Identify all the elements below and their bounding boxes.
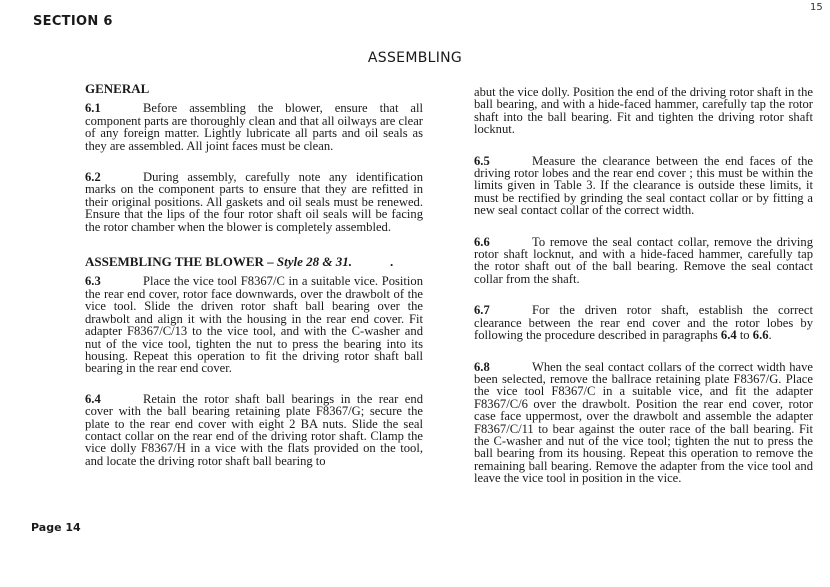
blower-heading-style: Style 28 & 31. bbox=[276, 254, 353, 270]
paragraph-number: 6.6 bbox=[474, 234, 490, 249]
sentence-end: . bbox=[768, 328, 772, 343]
paragraph-text: To remove the seal contact collar, remove the driving rotor shaft locknut, and with a hide-faced hammer, carefully tap the rotor shaft out of the ball bearing. Remove the seal contact collar from the shaft. bbox=[474, 234, 813, 286]
paragraph-6-4 bbox=[85, 393, 423, 467]
handwritten-mark: 15 bbox=[810, 2, 823, 13]
paragraph-number: 6.1 bbox=[85, 101, 101, 116]
paragraph-text: During assembly, carefully note any identification marks on the component parts to ensure that they are refitted in their original positions. All gaskets and oil seals must be renewed. Ensure that the lips of the four rotor shaft oil seals will be facing the rotor chamber when the blower is completely assembled. bbox=[85, 170, 423, 234]
paragraph-6-3 bbox=[85, 275, 423, 374]
page-number: Page 14 bbox=[31, 521, 81, 534]
paragraph-number: 6.5 bbox=[474, 153, 490, 168]
paragraph-6-7 bbox=[474, 304, 813, 341]
general-heading: GENERAL bbox=[85, 81, 150, 96]
blower-heading bbox=[85, 256, 423, 268]
paragraph-text: Before assembling the blower, ensure that all component parts are thoroughly clean and that all oilways are clear of any foreign matter. Lightly lubricate all parts and oil seals as they are assembled. All joint faces must be clean. bbox=[85, 101, 423, 153]
paragraph-reference-to: 6.6 bbox=[752, 328, 769, 343]
paragraph-number: 6.7 bbox=[474, 303, 490, 318]
paragraph-number: 6.4 bbox=[85, 391, 101, 406]
paragraph-text: Retain the rotor shaft ball bearings in the rear end cover with the ball bearing retaining plate F8367/G; secure the plate to the rear end cover with eight 2 BA nuts. Slide the seal contact collar on the rear end of the driving rotor shaft. Clamp the vice dolly F8367/H in a vice with the flats provided on the tool, and locate the driving rotor shaft ball bearing to bbox=[85, 391, 423, 468]
right-column bbox=[474, 86, 813, 485]
reference-to-word: to bbox=[739, 328, 750, 343]
paragraph-text: When the seal contact collars of the correct width have been selected, remove the ballrace retaining plate F8367/G. Place the vice tool F8367/C in a suitable vice, and fit the adapter F8367/C/6 over the drawbolt. Position the rear end cover, rotor case face uppermost, over the drawbolt and assemble the adapter F8367/C/11 to bear against the outer race of the ball bearing. Fit the C-washer and nut of the vice tool; tighten the nut to press the ball bearing from its housing. Repeat this operation to remove the remaining ball bearing. Remove the adapter from the vice tool and leave the vice tool in position in the vice. bbox=[474, 359, 813, 486]
paragraph-6-1 bbox=[85, 102, 423, 152]
paragraph-6-2 bbox=[85, 171, 423, 233]
paragraph-number: 6.8 bbox=[474, 359, 490, 374]
paragraph-6-5 bbox=[474, 155, 813, 217]
paragraph-text: For the driven rotor shaft, establish the correct clearance between the rear end cover and the rotor lobes by following the procedure described in paragraphs bbox=[474, 303, 813, 343]
paragraph-number: 6.3 bbox=[85, 274, 101, 289]
paragraph-text: Place the vice tool F8367/C in a suitable vice. Position the rear end cover, rotor face downwards, over the drawbolt of the vice tool. Slide the driven rotor shaft ball bearing over the drawbolt and align it with the housing in the rear end cover. Fit adapter F8367/C/13 to the vice tool, and with the C-washer and nut of the vice tool, tighten the nut to press the bearing into its housing. Repeat this operation to fit the driving rotor shaft ball bearing in the rear end cover. bbox=[85, 274, 423, 376]
paragraph-number: 6.2 bbox=[85, 170, 101, 185]
paragraph-reference-from: 6.4 bbox=[720, 328, 737, 343]
blower-heading-main: ASSEMBLING THE BLOWER – bbox=[85, 254, 274, 270]
paragraph-6-6 bbox=[474, 236, 813, 286]
page-title: ASSEMBLING bbox=[367, 50, 463, 66]
left-column bbox=[85, 83, 423, 467]
paragraph-6-8 bbox=[474, 361, 813, 485]
section-label: SECTION 6 bbox=[33, 14, 113, 29]
stray-dot: . bbox=[390, 254, 394, 270]
paragraph-text: Measure the clearance between the end faces of the driving rotor lobes and the rear end cover ; this must be within the limits given in Table 3. If the clearance is outside these limits, it must be rectified by grinding the seal contact collar or by fitting a new seal contact collar of the correct width. bbox=[474, 153, 813, 218]
paragraph-6-4-continued: abut the vice dolly. Position the end of the driving rotor shaft in the ball bearing, and with a hide-faced hammer, carefully tap the rotor shaft into the ball bearing. Fit and tighten the driving rotor shaft locknut. bbox=[474, 85, 813, 137]
